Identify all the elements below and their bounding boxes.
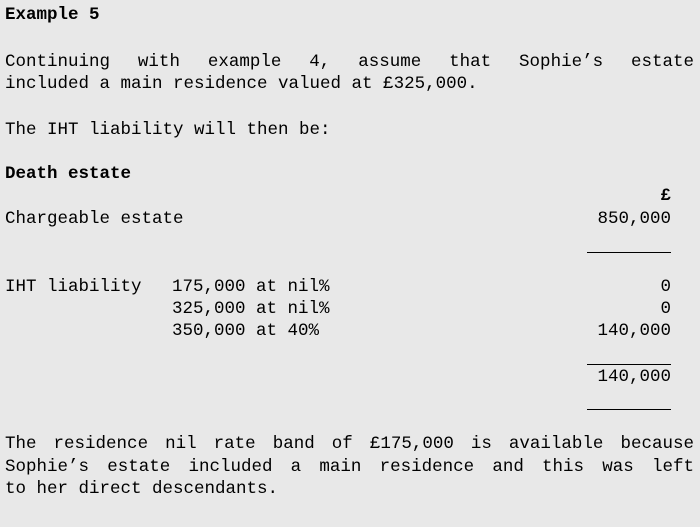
band-row-3-text: 350,000 at 40% [172,321,320,341]
band-row-1-text: 175,000 at nil% [172,277,330,297]
subtotal-rule-1 [587,252,671,253]
band-row-2-amount: 0 [660,299,671,319]
example-heading: Example 5 [5,5,100,25]
conclusion-line-1: The residence nil rate band of £175,000 is available because [5,434,694,454]
subtotal-rule-2 [587,364,671,365]
chargeable-estate-amount: 850,000 [597,209,671,229]
liability-intro: The IHT liability will then be: [5,120,331,140]
band-row-3-amount: 140,000 [597,321,671,341]
band-row-1-amount: 0 [660,277,671,297]
currency-header: £ [660,186,671,206]
chargeable-estate-label: Chargeable estate [5,209,184,229]
conclusion-line-2: Sophie’s estate included a main residence and this was left [5,457,694,477]
band-row-2-text: 325,000 at nil% [172,299,330,319]
liability-total: 140,000 [597,367,671,387]
conclusion-line-3: to her direct descendants. [5,479,279,499]
intro-line-1: Continuing with example 4, assume that Sophie’s estate [5,52,694,72]
iht-liability-label: IHT liability [5,277,142,297]
section-title: Death estate [5,164,132,184]
intro-line-2: included a main residence valued at £325,000. [5,74,478,94]
total-rule [587,409,671,410]
